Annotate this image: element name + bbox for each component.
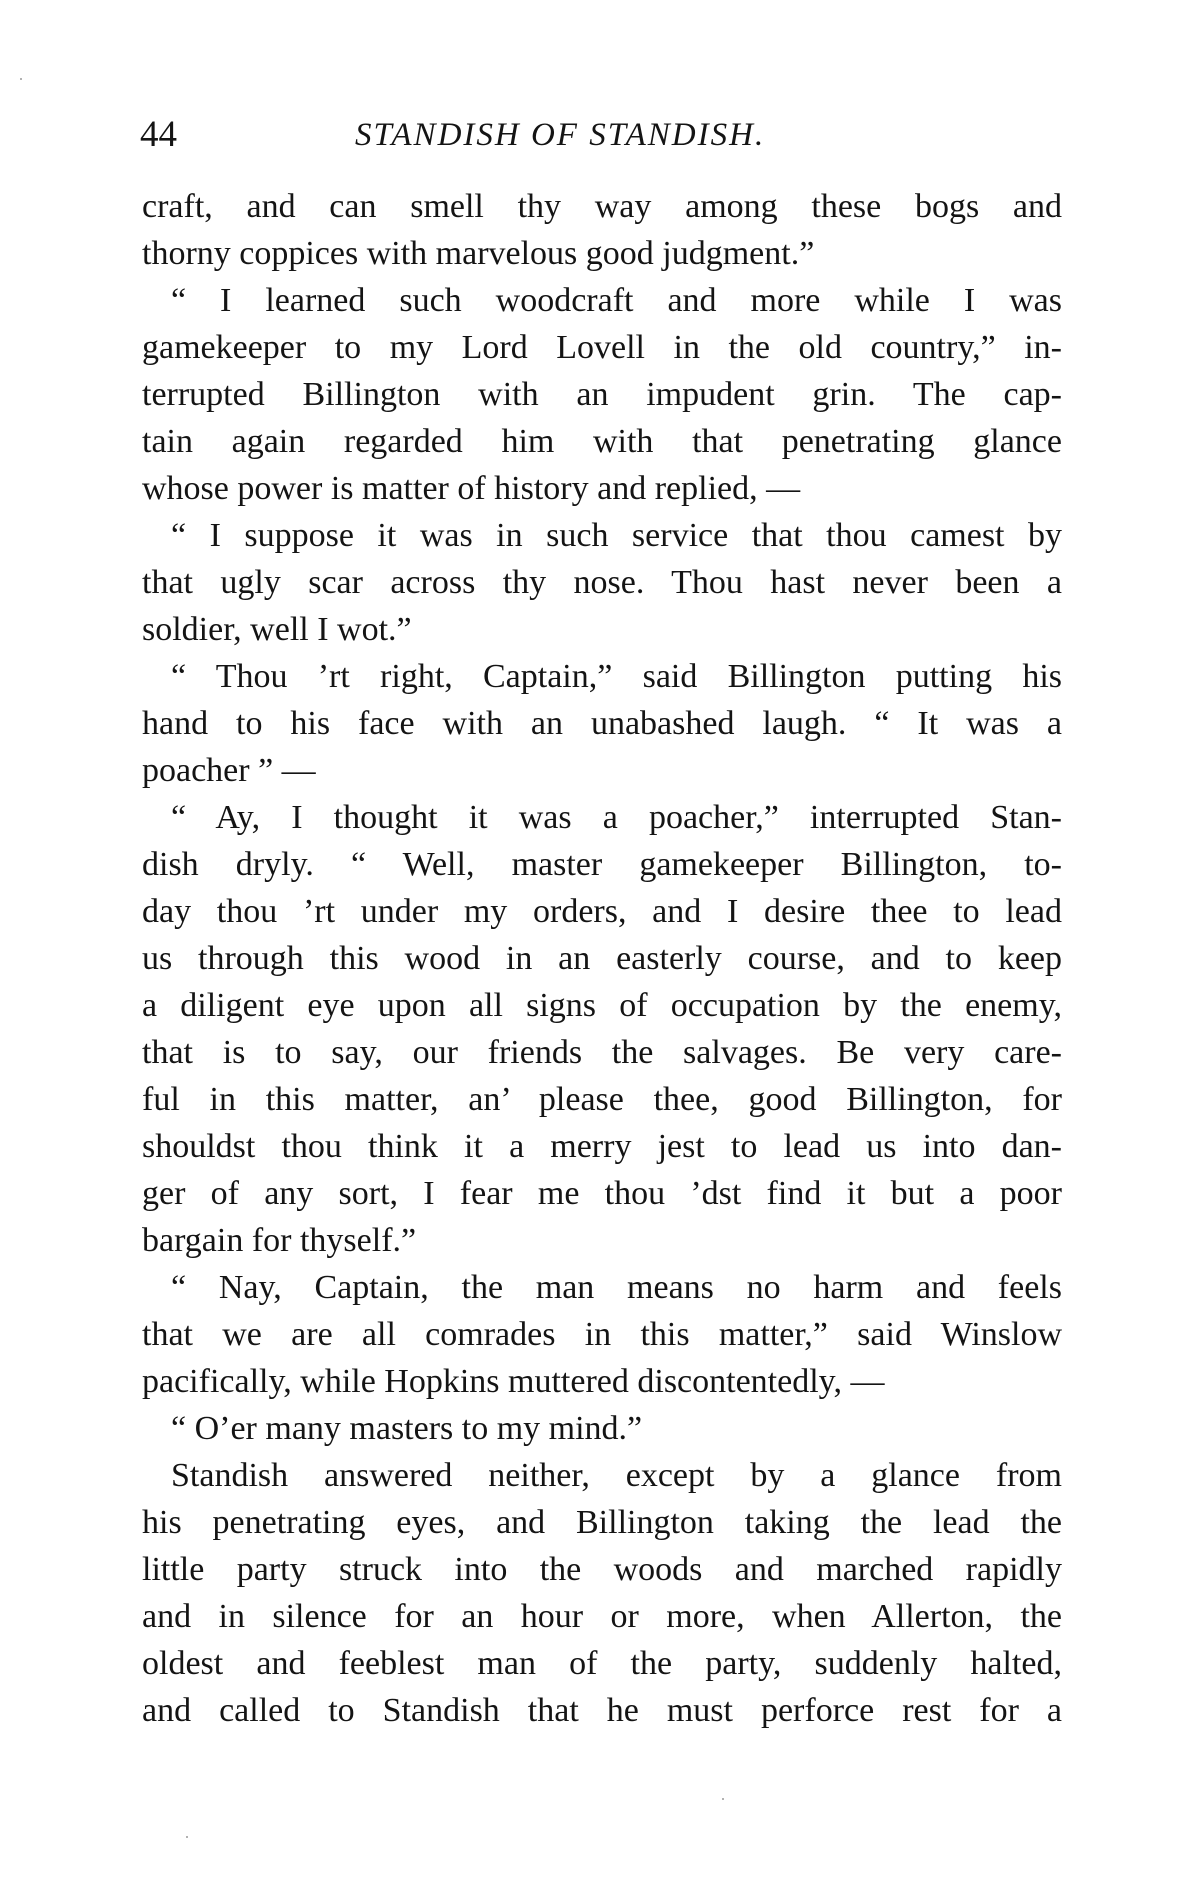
text-line: ger of any sort, I fear me thou ’dst find it but a poor — [142, 1175, 1062, 1212]
text-line: gamekeeper to my Lord Lovell in the old country,” in- — [142, 329, 1062, 366]
running-title: STANDISH OF STANDISH. — [355, 117, 766, 153]
text-line: hand to his face with an unabashed laugh. “ It was a — [142, 705, 1062, 742]
text-line: that we are all comrades in this matter,” said Winslow — [142, 1316, 1062, 1353]
body-text — [142, 183, 1062, 1734]
text-line: whose power is matter of history and replied, — — [142, 470, 801, 507]
text-line: ful in this matter, an’ please thee, good Billington, for — [142, 1081, 1062, 1118]
text-line: a diligent eye upon all signs of occupation by the enemy, — [142, 987, 1062, 1024]
text-line: soldier, well I wot.” — [142, 611, 412, 648]
text-line: terrupted Billington with an impudent grin. The cap- — [142, 376, 1062, 413]
page-number: 44 — [140, 114, 177, 155]
text-line: poacher ” — — [142, 752, 316, 789]
text-line: bargain for thyself.” — [142, 1222, 417, 1259]
text-line: oldest and feeblest man of the party, suddenly halted, — [142, 1645, 1062, 1682]
text-line: shouldst thou think it a merry jest to lead us into dan- — [142, 1128, 1062, 1165]
text-line: “ I learned such woodcraft and more while I was — [171, 282, 1062, 319]
text-line: “ Thou ’rt right, Captain,” said Billington putting his — [171, 658, 1062, 695]
text-line: day thou ’rt under my orders, and I desire thee to lead — [142, 893, 1062, 930]
text-line: “ I suppose it was in such service that thou camest by — [171, 517, 1062, 554]
text-line: and in silence for an hour or more, when Allerton, the — [142, 1598, 1062, 1635]
text-line: that ugly scar across thy nose. Thou hast never been a — [142, 564, 1062, 601]
text-line: little party struck into the woods and marched rapidly — [142, 1551, 1062, 1588]
text-line: Standish answered neither, except by a glance from — [171, 1457, 1062, 1494]
text-line: his penetrating eyes, and Billington taking the lead the — [142, 1504, 1062, 1541]
text-line: and called to Standish that he must perforce rest for a — [142, 1692, 1062, 1729]
text-line: dish dryly. “ Well, master gamekeeper Billington, to- — [142, 846, 1062, 883]
text-line: “ Nay, Captain, the man means no harm and feels — [171, 1269, 1062, 1306]
scan-speck — [20, 78, 22, 80]
text-line: “ Ay, I thought it was a poacher,” interrupted Stan- — [171, 799, 1062, 836]
text-line: craft, and can smell thy way among these bogs and — [142, 188, 1062, 225]
page-header — [140, 112, 1070, 158]
text-line: us through this wood in an easterly course, and to keep — [142, 940, 1062, 977]
text-line: thorny coppices with marvelous good judgment.” — [142, 235, 815, 272]
text-line: “ O’er many masters to my mind.” — [171, 1410, 643, 1447]
text-line: pacifically, while Hopkins muttered discontentedly, — — [142, 1363, 885, 1400]
text-line: tain again regarded him with that penetrating glance — [142, 423, 1062, 460]
scan-speck — [722, 1798, 724, 1800]
scan-speck — [186, 1836, 188, 1838]
text-line: that is to say, our friends the salvages. Be very care- — [142, 1034, 1062, 1071]
